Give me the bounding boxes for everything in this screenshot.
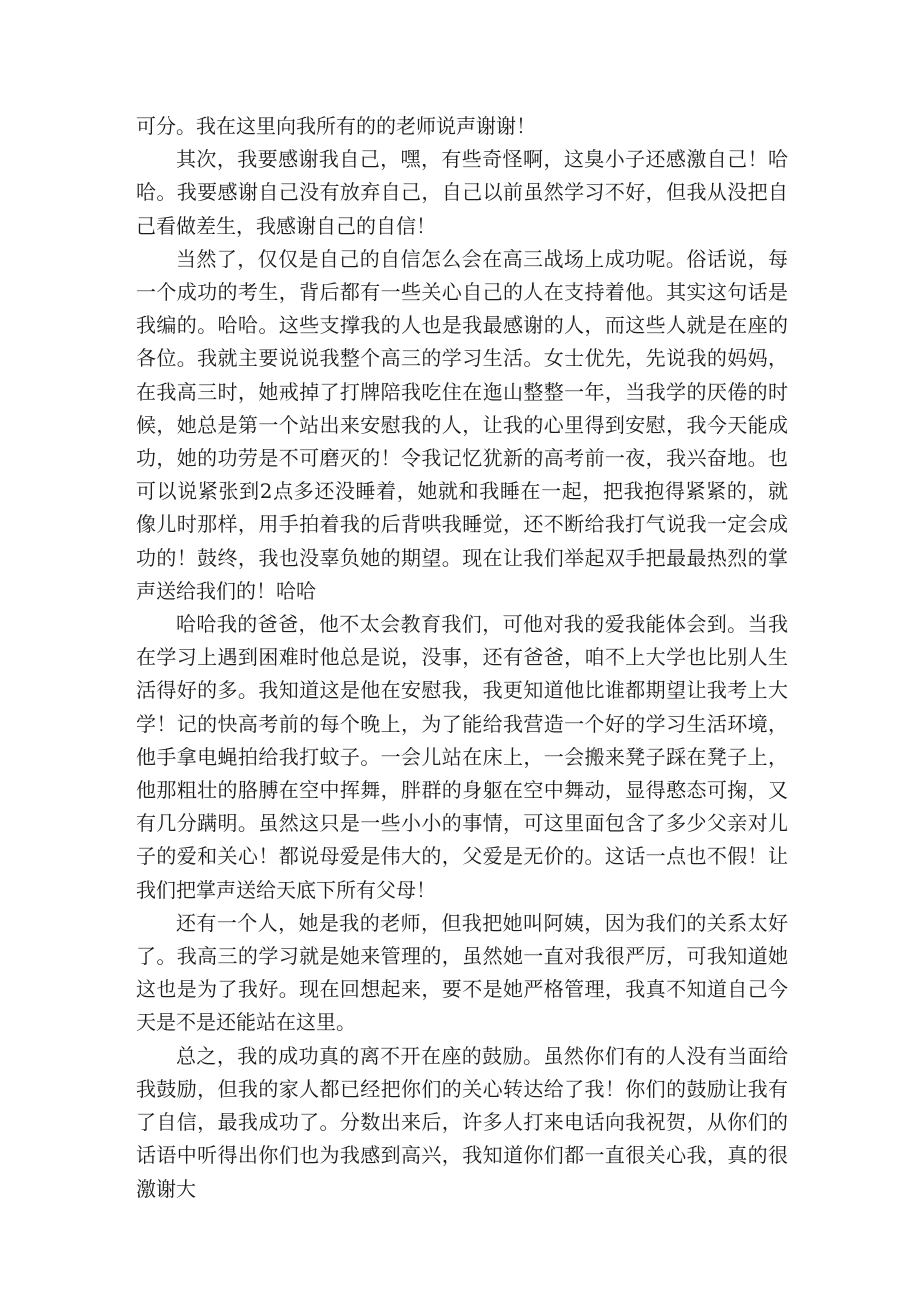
paragraph-1: 可分。我在这里向我所有的的老师说声谢谢！: [136, 114, 536, 138]
paragraph-6: 总之，我的成功真的离不开在座的鼓励。虽然你们有的人没有当面给我鼓励，但我的家人都已经把你们的关心转达给了我！你们的鼓励让我有了自信，最我成功了。分数出来后，许多人打来电话向我祝贺，从你们的话语中听得出你们也为我感到高兴，我知道你们都一直很关心我，真的很激谢大: [136, 1043, 788, 1201]
paragraph-2: 其次，我要感谢我自己，嘿，有些奇怪啊，这臭小子还感激自己！哈哈。我要感谢自己没有放弃自己，自己以前虽然学习不好，但我从没把自己看做差生，我感谢自己的自信！: [136, 147, 788, 238]
paragraph-5: 还有一个人，她是我的老师，但我把她叫阿姨，因为我们的关系太好了。我高三的学习就是她来管理的，虽然她一直对我很严厉，可我知道她这也是为了我好。现在回想起来，要不是她严格管理，我真不知道自己今天是不是还能站在这里。: [136, 910, 788, 1035]
document-body: [136, 110, 788, 1206]
paragraph-3: 当然了，仅仅是自己的自信怎么会在高三战场上成功呢。俗话说，每一个成功的考生，背后都有一些关心自己的人在支持着他。其实这句话是我编的。哈哈。这些支撑我的人也是我最感谢的人，而这些人就是在座的各位。我就主要说说我整个高三的学习生活。女士优先，先说我的妈妈，在我高三时，她戒掉了打牌陪我吃住在迤山整整一年，当我学的厌倦的时候，她总是第一个站出来安慰我的人，让我的心里得到安慰，我今天能成功，她的功劳是不可磨灭的！令我记忆犹新的高考前一夜，我兴奋地。也可以说紧张到2点多还没睡着，她就和我睡在一起，把我抱得紧紧的，就像儿时那样，用手拍着我的后背哄我睡觉，还不断给我打气说我一定会成功的！鼓终，我也没辜负她的期望。现在让我们举起双手把最最热烈的掌声送给我们的！哈哈: [136, 246, 788, 603]
paragraph-4: 哈哈我的爸爸，他不太会教育我们，可他对我的爱我能体会到。当我在学习上遇到困难时他总是说，没事，还有爸爸，咱不上大学也比别人生活得好的多。我知道这是他在安慰我，我更知道他比谁都期望让我考上大学！记的快高考前的每个晚上，为了能给我营造一个好的学习生活环境，他手拿电蝇拍给我打蚊子。一会儿站在床上，一会搬来凳子踩在凳子上，他那粗壮的胳膊在空中挥舞，胖群的身躯在空中舞动，显得憨态可掬，又有几分蹒明。虽然这只是一些小小的事情，可这里面包含了多少父亲对儿子的爱和关心！都说母爱是伟大的，父爱是无价的。这话一点也不假！让我们把掌声送给天底下所有父母！: [136, 612, 788, 902]
